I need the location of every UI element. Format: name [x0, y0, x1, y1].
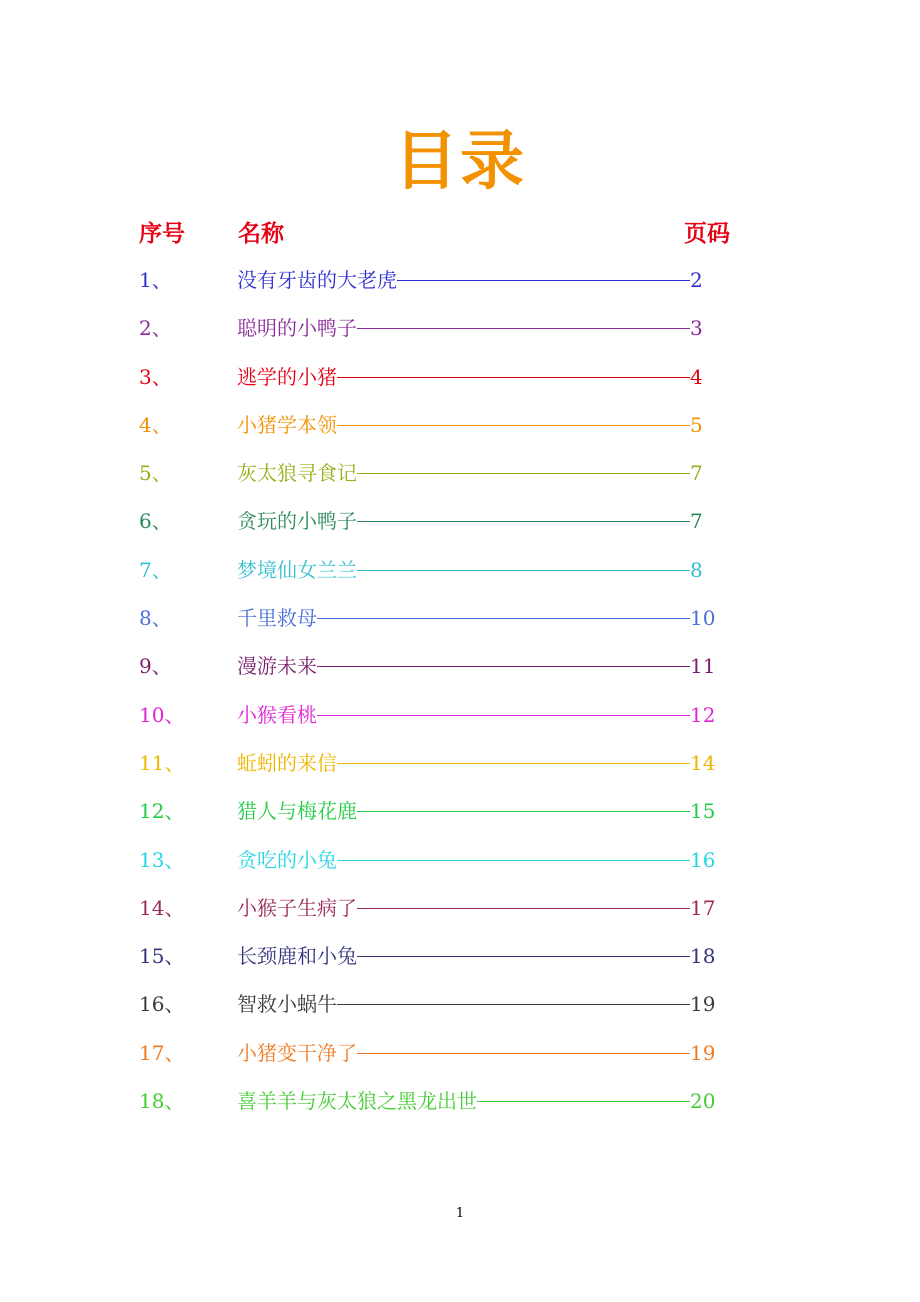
toc-entry[interactable] [0, 980, 920, 1028]
toc-entry-title: 贪吃的小兔 [237, 847, 337, 872]
toc-entry-title: 漫游未来 [237, 654, 317, 679]
toc-entry[interactable] [0, 884, 920, 932]
toc-leader-line [337, 763, 690, 764]
toc-entry-title: 灰太狼寻食记 [237, 461, 357, 486]
toc-entry[interactable] [0, 594, 920, 642]
toc-entry-page: 5 [690, 412, 703, 437]
toc-entry[interactable] [0, 449, 920, 497]
toc-entry-page: 14 [690, 750, 716, 775]
toc-leader-line [357, 473, 690, 474]
page-title: 目录 [394, 125, 526, 199]
toc-entry-number: 14、 [139, 895, 185, 920]
toc-entry-page: 16 [690, 847, 716, 872]
toc-entry-number: 9、 [139, 654, 172, 679]
toc-entry-page: 20 [690, 1089, 716, 1114]
toc-entry-page: 11 [690, 654, 716, 679]
toc-entry[interactable] [0, 1029, 920, 1077]
toc-leader-line [317, 715, 690, 716]
toc-entry-page: 19 [690, 992, 716, 1017]
toc-entry-page: 8 [690, 557, 703, 582]
toc-entry-number: 18、 [139, 1089, 185, 1114]
toc-entry[interactable] [0, 691, 920, 739]
toc-entry-title: 猎人与梅花鹿 [237, 799, 357, 824]
toc-entry[interactable] [0, 642, 920, 690]
toc-entry-number: 11、 [139, 750, 185, 775]
toc-leader-line [337, 377, 690, 378]
toc-entry-title: 智救小蜗牛 [237, 992, 337, 1017]
toc-leader-line [357, 811, 690, 812]
toc-entry-page: 4 [690, 364, 703, 389]
toc-entry-title: 小猴子生病了 [237, 895, 357, 920]
toc-entry[interactable] [0, 304, 920, 352]
toc-entry-number: 13、 [139, 847, 185, 872]
toc-leader-line [357, 956, 690, 957]
toc-entry-page: 10 [690, 606, 716, 631]
toc-leader-line [357, 328, 690, 329]
toc-entry-title: 小猴看桃 [237, 702, 317, 727]
toc-entry-title: 梦境仙女兰兰 [237, 557, 357, 582]
toc-entry-title: 喜羊羊与灰太狼之黑龙出世 [237, 1089, 477, 1114]
toc-entry-title: 没有牙齿的大老虎 [237, 268, 397, 292]
toc-list [0, 256, 920, 1125]
toc-entry-title: 长颈鹿和小兔 [237, 944, 357, 969]
toc-entry-page: 15 [690, 799, 716, 824]
toc-entry-page: 3 [690, 316, 703, 341]
toc-entry-page: 7 [690, 509, 703, 534]
toc-leader-line [357, 521, 690, 522]
toc-entry-page: 12 [690, 702, 716, 727]
toc-leader-line [337, 1004, 690, 1005]
toc-entry-number: 10、 [139, 702, 185, 727]
toc-entry[interactable] [0, 1077, 920, 1125]
toc-entry-title: 逃学的小猪 [237, 364, 337, 389]
toc-entry-number: 12、 [139, 799, 185, 824]
toc-entry-page: 19 [690, 1040, 716, 1065]
header-page: 页码 [684, 221, 730, 247]
toc-entry[interactable] [0, 353, 920, 401]
toc-entry-number: 7、 [139, 557, 172, 582]
toc-entry-number: 6、 [139, 509, 172, 534]
toc-entry-number: 3、 [139, 364, 172, 389]
toc-entry-number: 2、 [139, 316, 172, 341]
toc-entry[interactable] [0, 787, 920, 835]
toc-entry-number: 15、 [139, 944, 185, 969]
toc-entry-title: 小猪学本领 [237, 412, 337, 437]
page-number: 1 [455, 1206, 465, 1221]
toc-entry-page: 18 [690, 944, 716, 969]
toc-leader-line [397, 280, 690, 281]
header-no: 序号 [139, 221, 185, 247]
header-name: 名称 [238, 221, 284, 247]
toc-leader-line [337, 425, 690, 426]
toc-leader-line [317, 618, 690, 619]
toc-leader-line [477, 1101, 690, 1102]
toc-entry-number: 8、 [139, 606, 172, 631]
toc-entry-page: 7 [690, 461, 703, 486]
toc-entry-page: 2 [690, 268, 703, 292]
toc-entry-title: 贪玩的小鸭子 [237, 509, 357, 534]
toc-entry-page: 17 [690, 895, 716, 920]
toc-entry-number: 4、 [139, 412, 172, 437]
toc-entry[interactable] [0, 256, 920, 304]
toc-entry[interactable] [0, 546, 920, 594]
toc-entry-title: 小猪变干净了 [237, 1040, 357, 1065]
toc-entry[interactable] [0, 497, 920, 545]
toc-entry-title: 聪明的小鸭子 [237, 316, 357, 341]
toc-leader-line [317, 666, 690, 667]
toc-leader-line [357, 1053, 690, 1054]
toc-header [0, 214, 920, 254]
toc-entry[interactable] [0, 932, 920, 980]
toc-leader-line [357, 908, 690, 909]
toc-entry[interactable] [0, 836, 920, 884]
toc-entry-number: 16、 [139, 992, 185, 1017]
toc-entry-number: 5、 [139, 461, 172, 486]
toc-leader-line [337, 860, 690, 861]
toc-entry-number: 1、 [139, 268, 172, 292]
toc-leader-line [357, 570, 690, 571]
toc-entry-number: 17、 [139, 1040, 185, 1065]
toc-entry-title: 蚯蚓的来信 [237, 750, 337, 775]
toc-entry[interactable] [0, 401, 920, 449]
toc-entry[interactable] [0, 739, 920, 787]
toc-entry-title: 千里救母 [237, 606, 317, 631]
